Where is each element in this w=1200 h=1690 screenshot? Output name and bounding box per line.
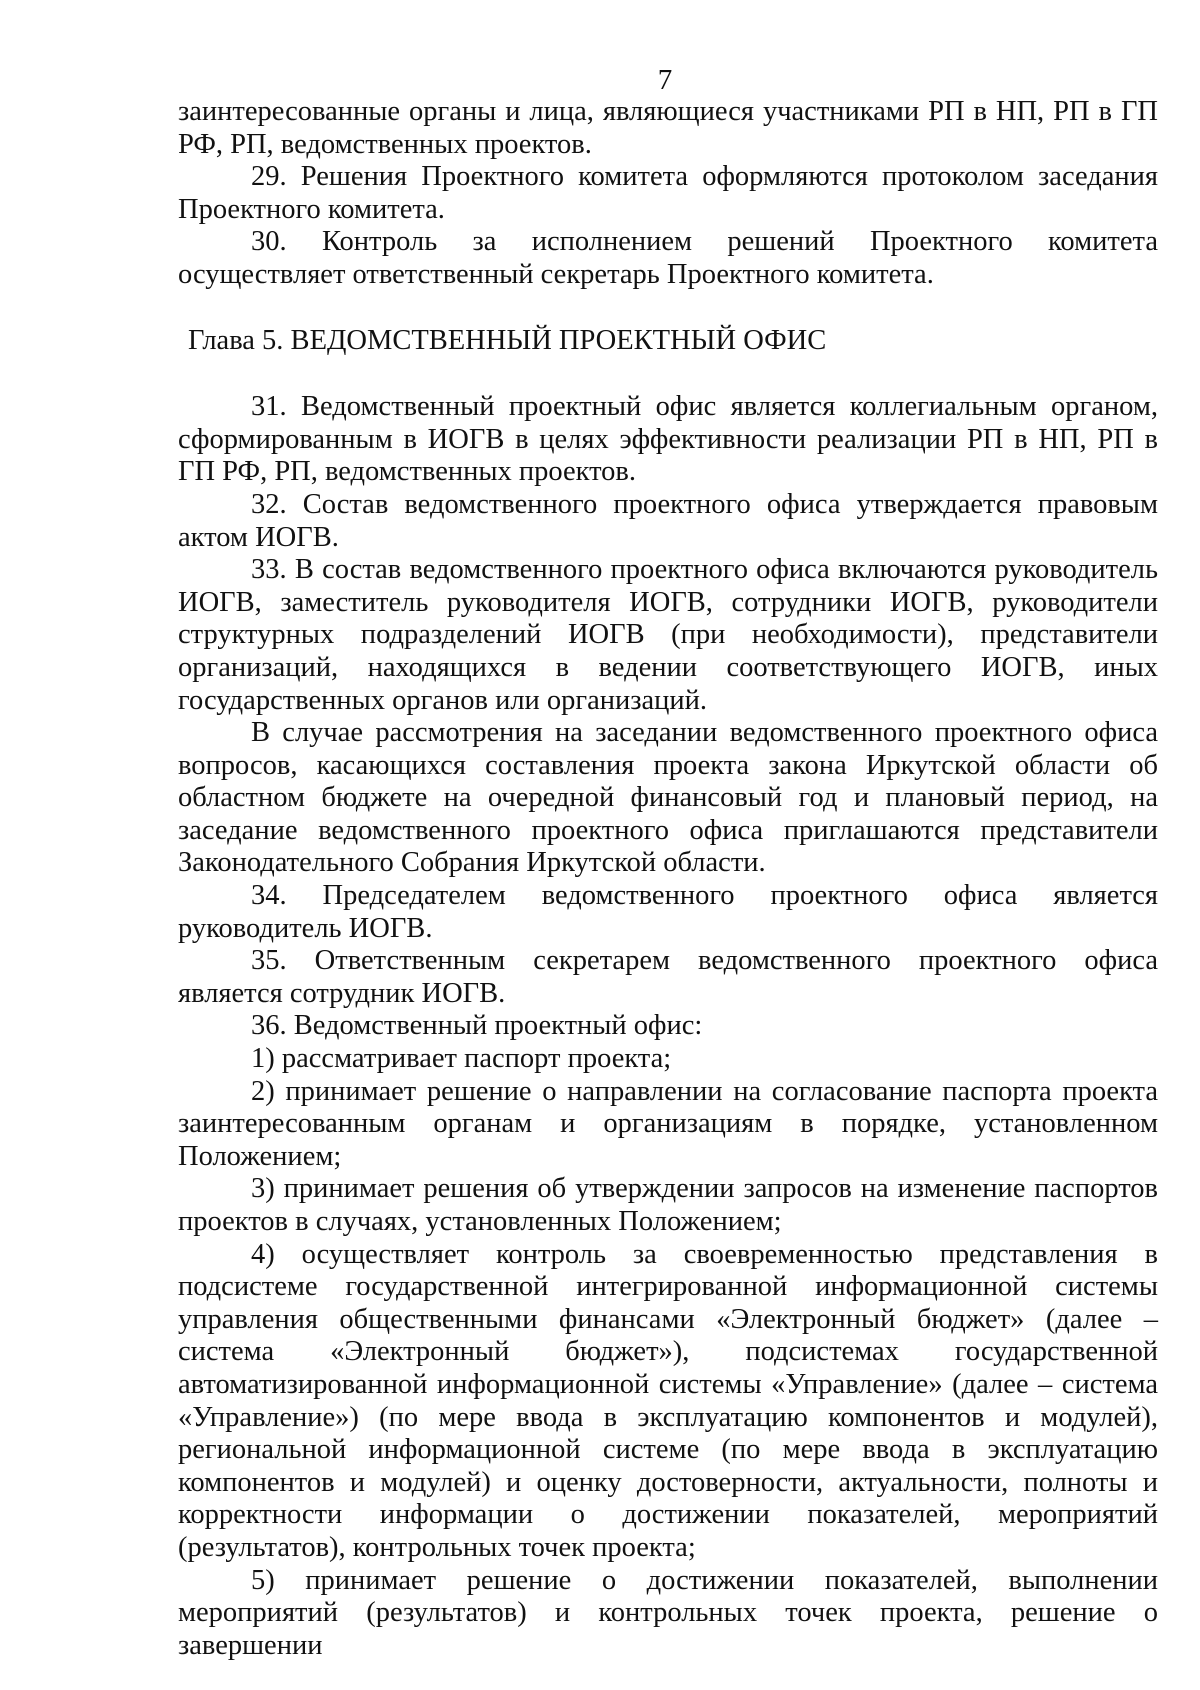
list-item-5: 5) принимает решение о достижении показателей, выполнении мероприятий (результатов) и контрольных точек проекта, решение о завершении	[178, 1564, 1158, 1661]
list-item-3: 3) принимает решения об утверждении запросов на изменение паспортов проектов в случаях, установленных Положением;	[178, 1173, 1158, 1237]
paragraph-29: 29. Решения Проектного комитета оформляются протоколом заседания Проектного комитета.	[178, 161, 1158, 225]
document-body	[178, 96, 1158, 1662]
paragraph-35: 35. Ответственным секретарем ведомственного проектного офиса является сотрудник ИОГВ.	[178, 945, 1158, 1009]
paragraph-33: 33. В состав ведомственного проектного офиса включаются руководитель ИОГВ, заместитель руководителя ИОГВ, сотрудники ИОГВ, руководители структурных подразделений ИОГВ (при необходимости), представители организаций, находящихся в ведении соответствующего ИОГВ, иных государственных органов или организаций.	[178, 554, 1158, 716]
paragraph-continuation: заинтересованные органы и лица, являющиеся участниками РП в НП, РП в ГП РФ, РП, ведомственных проектов.	[178, 96, 1158, 160]
list-item-2: 2) принимает решение о направлении на согласование паспорта проекта заинтересованным органам и организациям в порядке, установленном Положением;	[178, 1075, 1158, 1172]
list-item-4: 4) осуществляет контроль за своевременностью представления в подсистеме государственной интегрированной информационной системы управления общественными финансами «Электронный бюджет» (далее – система «Электронный бюджет»), подсистемах государственной автоматизированной информационной системы «Управление» (далее – система «Управление») (по мере ввода в эксплуатацию компонентов и модулей), региональной информационной системе (по мере ввода в эксплуатацию компонентов и модулей) и оценку достоверности, актуальности, полноты и корректности информации о достижении показателей, мероприятий (результатов), контрольных точек проекта;	[178, 1238, 1158, 1563]
paragraph-34: 34. Председателем ведомственного проектного офиса является руководитель ИОГВ.	[178, 880, 1158, 944]
paragraph-31: 31. Ведомственный проектный офис является коллегиальным органом, сформированным в ИОГВ в целях эффективности реализации РП в НП, РП в ГП РФ, РП, ведомственных проектов.	[178, 391, 1158, 488]
paragraph-32: 32. Состав ведомственного проектного офиса утверждается правовым актом ИОГВ.	[178, 488, 1158, 553]
paragraph-30: 30. Контроль за исполнением решений Проектного комитета осуществляет ответственный секретарь Проектного комитета.	[178, 226, 1158, 290]
chapter-title: Глава 5. ВЕДОМСТВЕННЫЙ ПРОЕКТНЫЙ ОФИС	[188, 324, 827, 356]
page-number: 7	[657, 64, 673, 96]
paragraph-36: 36. Ведомственный проектный офис:	[251, 1010, 703, 1042]
list-item-1: 1) рассматривает паспорт проекта;	[251, 1043, 672, 1075]
paragraph-33-addendum: В случае рассмотрения на заседании ведомственного проектного офиса вопросов, касающихся составления проекта закона Иркутской области об областном бюджете на очередной финансовый год и плановый период, на заседание ведомственного проектного офиса приглашаются представители Законодательного Собрания Иркутской области.	[178, 717, 1158, 879]
